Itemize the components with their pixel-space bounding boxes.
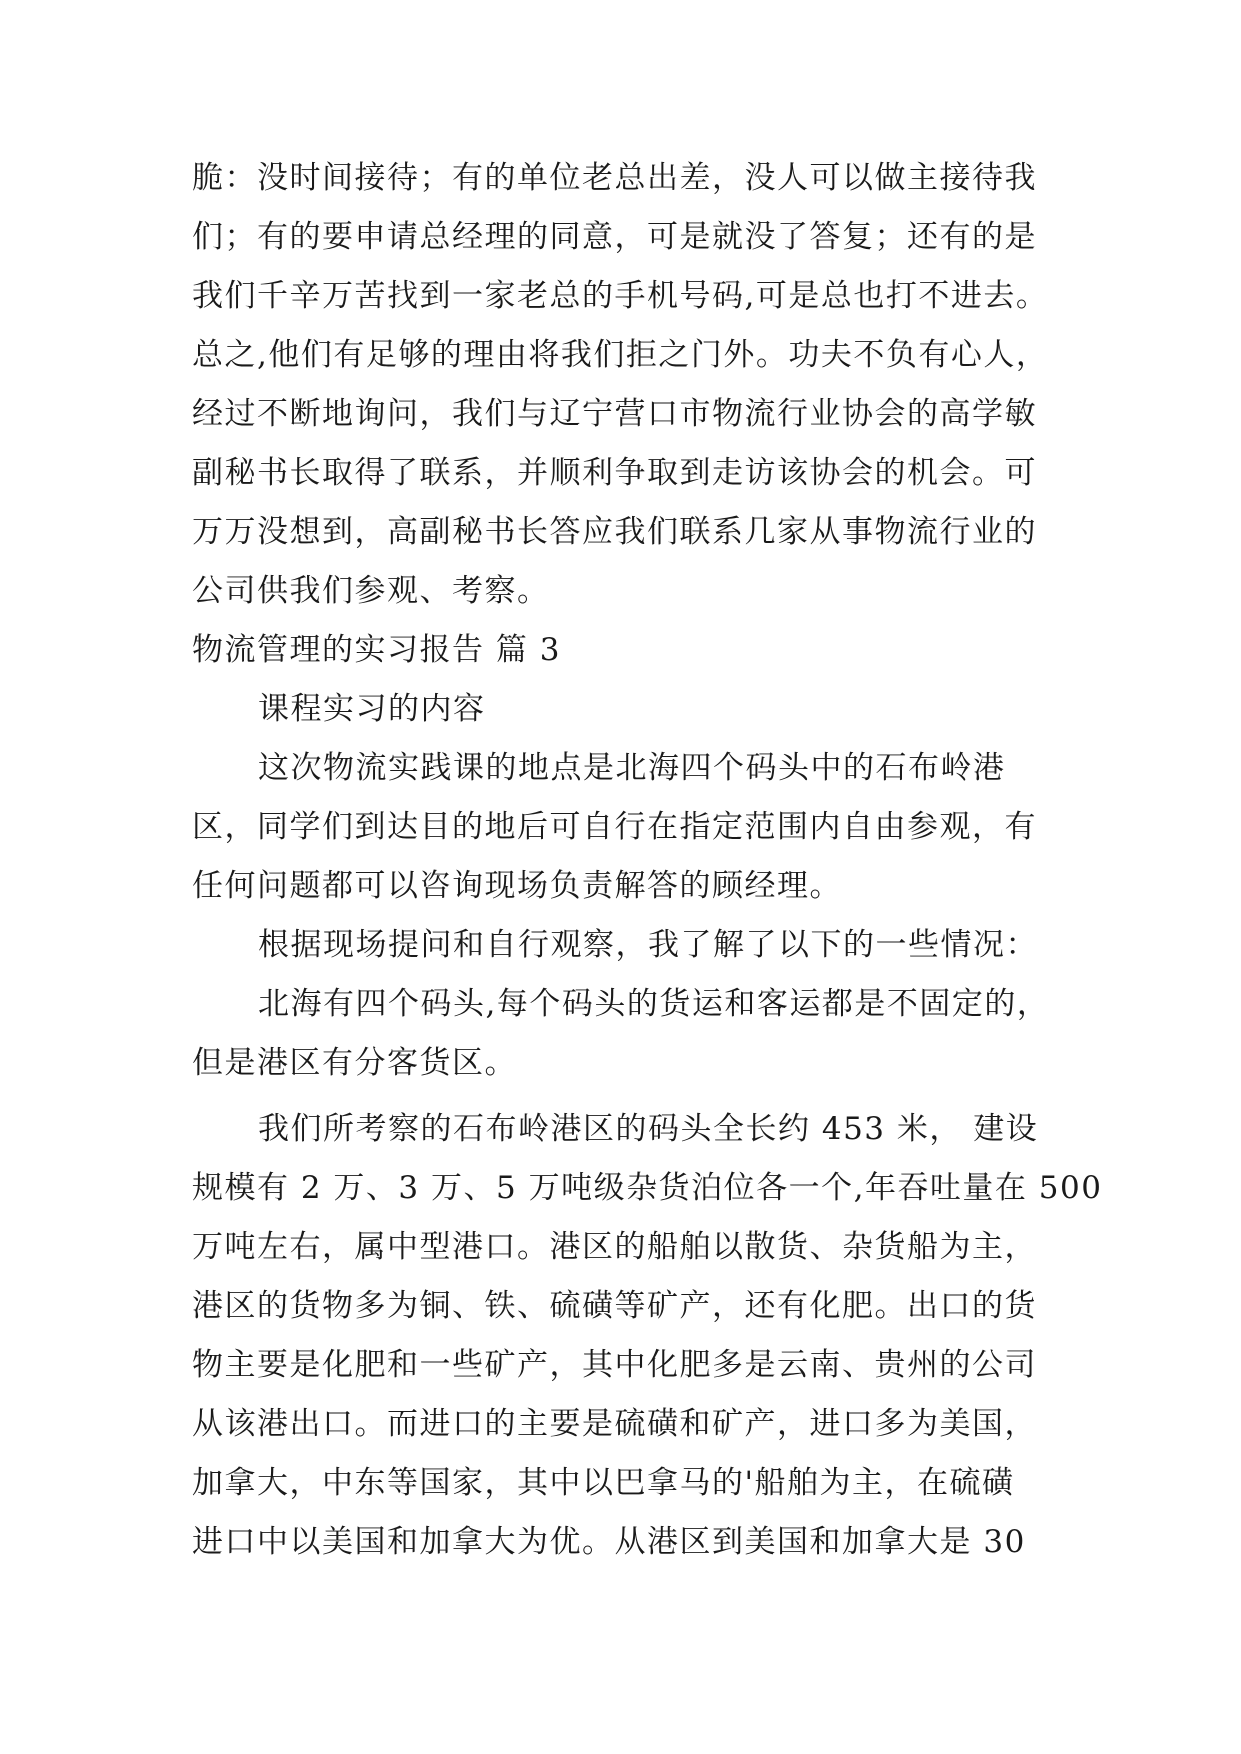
paragraph-line: 经过不断地询问，我们与辽宁营口市物流行业协会的高学敏 — [192, 396, 1037, 432]
subsection-heading: 课程实习的内容 — [258, 691, 486, 727]
paragraph-line: 副秘书长取得了联系，并顺利争取到走访该协会的机会。可 — [192, 455, 1037, 491]
paragraph-line: 我们所考察的石布岭港区的码头全长约 453 米， 建设 — [258, 1111, 1039, 1147]
paragraph-line: 万万没想到，高副秘书长答应我们联系几家从事物流行业的 — [192, 514, 1037, 550]
paragraph-line: 这次物流实践课的地点是北海四个码头中的石布岭港 — [258, 750, 1006, 786]
paragraph-line: 加拿大，中东等国家，其中以巴拿马的'船舶为主，在硫磺 — [192, 1465, 1015, 1501]
paragraph-line: 进口中以美国和加拿大为优。从港区到美国和加拿大是 30 — [192, 1524, 1026, 1560]
paragraph-line: 万吨左右，属中型港口。港区的船舶以散货、杂货船为主， — [192, 1229, 1037, 1265]
paragraph-line: 但是港区有分客货区。 — [192, 1045, 517, 1081]
paragraph-line: 区，同学们到达目的地后可自行在指定范围内自由参观，有 — [192, 809, 1037, 845]
paragraph-line: 我们千辛万苦找到一家老总的手机号码,可是总也打不进去。 — [192, 278, 1049, 314]
paragraph-line: 根据现场提问和自行观察，我了解了以下的一些情况： — [258, 927, 1038, 963]
paragraph-line: 脆：没时间接待；有的单位老总出差，没人可以做主接待我 — [192, 160, 1037, 196]
paragraph-line: 港区的货物多为铜、铁、硫磺等矿产，还有化肥。出口的货 — [192, 1288, 1037, 1324]
paragraph-line: 公司供我们参观、考察。 — [192, 573, 550, 609]
paragraph-line: 任何问题都可以咨询现场负责解答的顾经理。 — [192, 868, 842, 904]
paragraph-line: 规模有 2 万、3 万、5 万吨级杂货泊位各一个,年吞吐量在 500 — [192, 1170, 1103, 1206]
paragraph-line: 物主要是化肥和一些矿产，其中化肥多是云南、贵州的公司 — [192, 1347, 1037, 1383]
section-heading: 物流管理的实习报告 篇 3 — [192, 632, 561, 668]
paragraph-line: 从该港出口。而进口的主要是硫磺和矿产，进口多为美国， — [192, 1406, 1037, 1442]
paragraph-line: 们；有的要申请总经理的同意，可是就没了答复；还有的是 — [192, 219, 1037, 255]
paragraph-line: 北海有四个码头,每个码头的货运和客运都是不固定的， — [258, 986, 1050, 1022]
paragraph-line: 总之,他们有足够的理由将我们拒之门外。功夫不负有心人， — [192, 337, 1049, 373]
